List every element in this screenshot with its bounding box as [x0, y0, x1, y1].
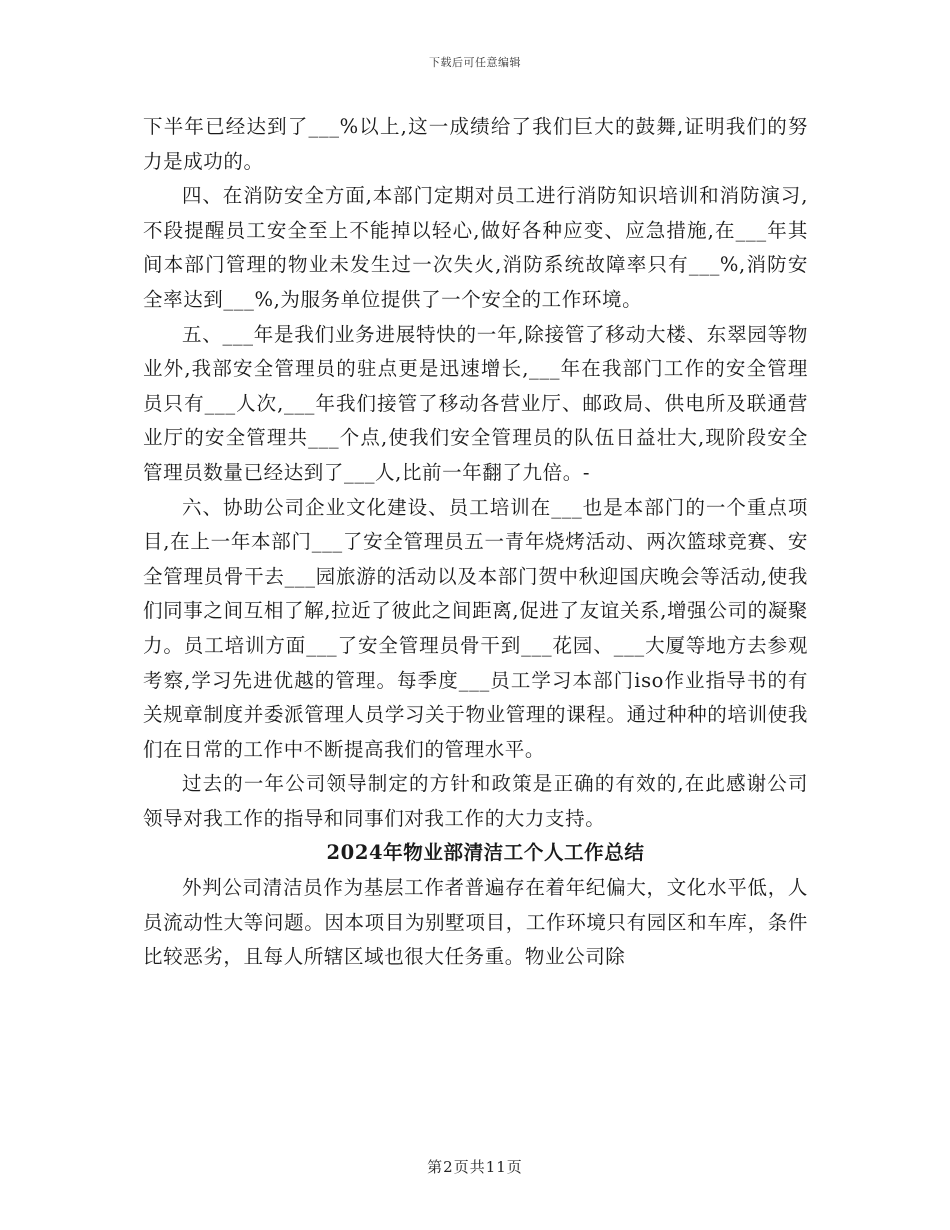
page-number: 第2页共11页 — [427, 1158, 523, 1176]
paragraph-culture-training: 六、协助公司企业文化建设、员工培训在___也是本部门的一个重点项目,在上一年本部门___了安全管理员五一青年烧烤活动、两次篮球竞赛、安全管理员骨干去___园旅游的活动以及本部门贺中秋迎国庆晚会等活动,使我们同事之间互相了解,拉近了彼此之间距离,促进了友谊关系,增强公司的凝聚力。员工培训方面___了安全管理员骨干到___花园、___大厦等地方去参观考察,学习先进优越的管理。每季度___员工学习本部门iso作业指导书的有关规章制度并委派管理人员学习关于物业管理的课程。通过种种的培训使我们在日常的工作中不断提高我们的管理水平。 — [143, 495, 808, 761]
document-body — [143, 110, 808, 975]
paragraph-continuation: 下半年已经达到了___%以上,这一成绩给了我们巨大的鼓舞,证明我们的努力是成功的。 — [143, 115, 808, 173]
paragraph-fire-safety: 四、在消防安全方面,本部门定期对员工进行消防知识培训和消防演习,不段提醒员工安全至上不能掉以轻心,做好各种应变、应急措施,在___年其间本部门管理的物业未发生过一次失火,消防系统故障率只有___%,消防安全率达到___%,为服务单位提供了一个安全的工作环境。 — [143, 184, 808, 311]
paragraph-cleaning-intro: 外判公司清洁员作为基层工作者普遍存在着年纪偏大，文化水平低，人员流动性大等问题。因本项目为别墅项目，工作环境只有园区和车库，条件比较恶劣，且每人所辖区域也很大任务重。物业公司除 — [143, 876, 808, 969]
paragraph-business-growth: 五、___年是我们业务进展特快的一年,除接管了移动大楼、东翠园等物业外,我部安全管理员的驻点更是迅速增长,___年在我部门工作的安全管理员只有___人次,___年我们接管了移动各营业厅、邮政局、供电所及联通营业厅的安全管理共___个点,使我们安全管理员的队伍日益壮大,现阶段安全管理员数量已经达到了___人,比前一年翻了九倍。- — [143, 322, 808, 484]
paragraph-thanks: 过去的一年公司领导制定的方针和政策是正确的有效的,在此感谢公司领导对我工作的指导和同事们对我工作的大力支持。 — [143, 772, 808, 830]
header-note: 下载后可任意编辑 — [429, 56, 521, 69]
section-title: 2024年物业部清洁工个人工作总结 — [326, 841, 645, 865]
